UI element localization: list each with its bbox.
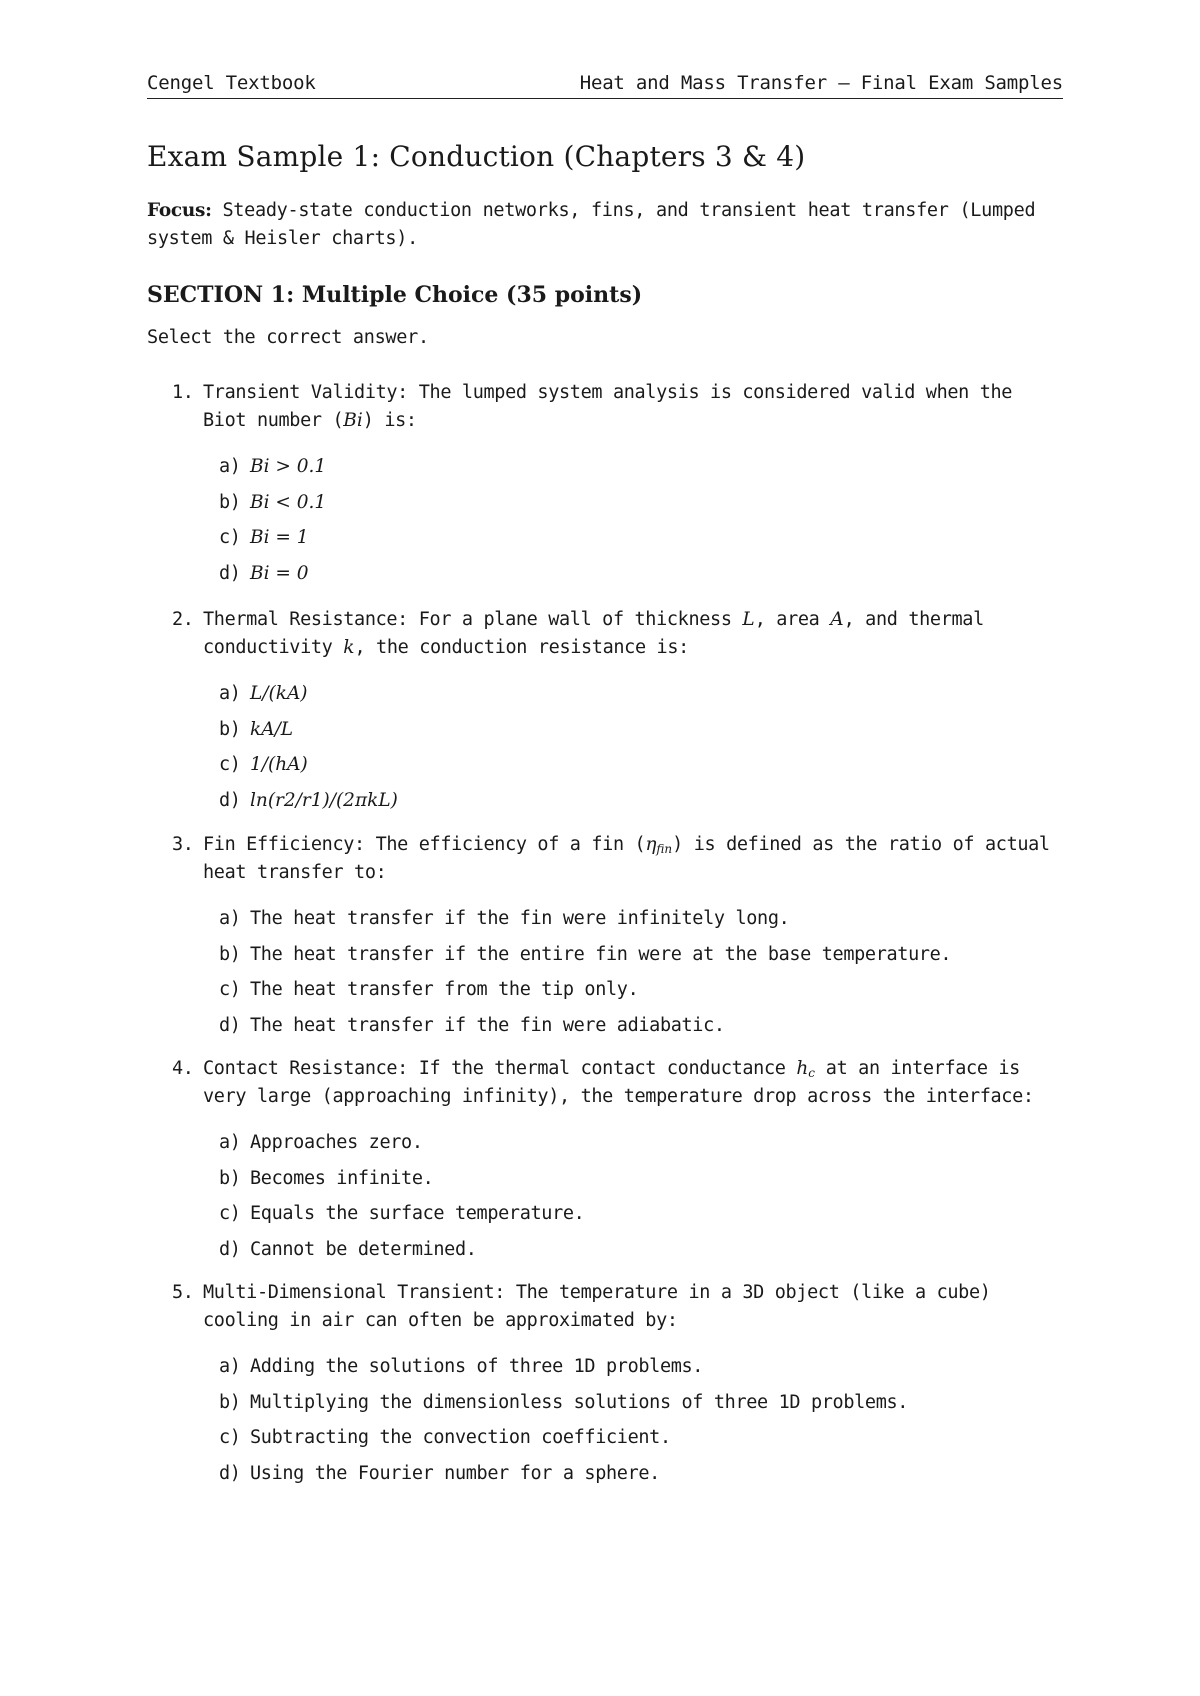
stem-text: ) is: [362, 410, 417, 431]
option-d[interactable] [147, 1460, 1063, 1496]
option-a[interactable] [147, 1353, 1063, 1389]
option-letter: d) [219, 562, 241, 584]
option-c[interactable] [147, 751, 1063, 787]
question-4 [147, 1055, 1063, 1271]
stem-text: Fin Efficiency: The efficiency of a fin ( [203, 834, 646, 855]
option-letter: b) [219, 718, 241, 740]
focus-label: Focus: [147, 200, 212, 221]
option-text: The heat transfer if the entire fin were at the base temperature. [250, 943, 952, 965]
stem-text: , the conduction resistance is: [354, 637, 689, 658]
option-list [147, 453, 1063, 595]
stem-text: Thermal Resistance: For a plane wall of thickness [203, 609, 743, 630]
option-text: Approaches zero. [250, 1132, 423, 1153]
option-letter: a) [219, 1132, 241, 1153]
option-c[interactable] [147, 1200, 1063, 1236]
stem-text: at an interface is very large (approaching infinity), the temperature drop across the interface: [203, 1058, 1034, 1107]
option-a[interactable] [147, 453, 1063, 489]
question-number: 4. [172, 1058, 194, 1079]
option-text: L/(kA) [250, 683, 308, 704]
option-letter: c) [219, 1203, 241, 1224]
option-text: The heat transfer if the fin were adiabatic. [250, 1014, 725, 1036]
option-d[interactable] [147, 1012, 1063, 1048]
option-text: ln(r2/r1)/(2πkL) [250, 789, 398, 811]
option-letter: c) [219, 754, 241, 775]
stem-text: Contact Resistance: If the thermal contact conductance [203, 1058, 797, 1079]
option-letter: d) [219, 1238, 241, 1260]
option-text: Cannot be determined. [250, 1238, 477, 1260]
option-letter: c) [219, 979, 241, 1000]
section-heading: SECTION 1: Multiple Choice (35 points) [147, 282, 643, 308]
option-b[interactable] [147, 1389, 1063, 1425]
option-d[interactable] [147, 1236, 1063, 1272]
option-letter: d) [219, 1014, 241, 1036]
option-letter: a) [219, 456, 241, 477]
stem-variable: k [343, 637, 355, 658]
option-text: Adding the solutions of three 1D problems. [250, 1356, 704, 1377]
question-number: 1. [172, 382, 194, 403]
option-list [147, 680, 1063, 822]
option-letter: b) [219, 1391, 241, 1413]
option-text: The heat transfer from the tip only. [250, 979, 639, 1000]
stem-subscript: fin [656, 842, 673, 856]
option-letter: c) [219, 527, 241, 548]
question-3 [147, 831, 1063, 1047]
option-c[interactable] [147, 524, 1063, 560]
question-stem [147, 379, 1063, 435]
stem-text: , area [754, 609, 831, 630]
option-b[interactable] [147, 489, 1063, 525]
option-text: kA/L [250, 718, 294, 740]
question-stem [147, 606, 1063, 662]
option-text: Using the Fourier number for a sphere. [250, 1462, 660, 1484]
option-letter: d) [219, 789, 241, 811]
question-number: 2. [172, 609, 194, 630]
option-letter: a) [219, 683, 241, 704]
header-textbook: Cengel Textbook [147, 72, 316, 94]
option-b[interactable] [147, 716, 1063, 752]
option-text: Becomes infinite. [250, 1167, 434, 1189]
option-b[interactable] [147, 941, 1063, 977]
question-2 [147, 606, 1063, 822]
option-letter: b) [219, 1167, 241, 1189]
option-text: Bi < 0.1 [250, 491, 327, 513]
option-text: 1/(hA) [250, 754, 308, 775]
stem-text: Transient Validity: The lumped system analysis is considered valid when the Biot number ( [203, 382, 1013, 431]
question-stem [147, 1055, 1063, 1111]
focus-paragraph [147, 197, 1063, 253]
option-letter: a) [219, 1356, 241, 1377]
option-a[interactable] [147, 1129, 1063, 1165]
stem-text: ) is defined as the ratio of actual heat transfer to: [203, 834, 1050, 883]
question-number: 5. [172, 1282, 194, 1303]
option-text: Bi > 0.1 [250, 456, 327, 477]
option-c[interactable] [147, 976, 1063, 1012]
option-list [147, 1129, 1063, 1271]
option-text: Equals the surface temperature. [250, 1203, 585, 1224]
option-letter: c) [219, 1427, 241, 1448]
focus-text: Steady-state conduction networks, fins, and transient heat transfer (Lumped system & Heisler charts). [147, 200, 1036, 249]
stem-variable: η [645, 834, 657, 855]
option-text: Bi = 1 [250, 527, 309, 548]
question-1 [147, 379, 1063, 595]
option-text: The heat transfer if the fin were infinitely long. [250, 908, 790, 929]
option-a[interactable] [147, 905, 1063, 941]
stem-variable: L [742, 609, 755, 630]
option-text: Multiplying the dimensionless solutions of three 1D problems. [250, 1391, 909, 1413]
option-letter: b) [219, 491, 241, 513]
stem-variable: h [796, 1058, 809, 1079]
option-d[interactable] [147, 560, 1063, 596]
option-a[interactable] [147, 680, 1063, 716]
option-letter: a) [219, 908, 241, 929]
stem-subscript: c [808, 1066, 815, 1080]
option-letter: d) [219, 1462, 241, 1484]
option-text: Bi = 0 [250, 562, 309, 584]
option-text: Subtracting the convection coefficient. [250, 1427, 671, 1448]
option-d[interactable] [147, 787, 1063, 823]
header-course-title: Heat and Mass Transfer – Final Exam Samples [579, 72, 1063, 94]
stem-text: Multi-Dimensional Transient: The temperature in a 3D object (like a cube) cooling in air can often be approximated by: [203, 1282, 991, 1331]
option-c[interactable] [147, 1424, 1063, 1460]
option-letter: b) [219, 943, 241, 965]
stem-variable: A [830, 609, 844, 630]
section-instruction: Select the correct answer. [147, 327, 429, 348]
option-list [147, 905, 1063, 1047]
question-number: 3. [172, 834, 194, 855]
question-5 [147, 1279, 1063, 1495]
question-stem [147, 831, 1063, 887]
question-stem [147, 1279, 1063, 1335]
exam-title: Exam Sample 1: Conduction (Chapters 3 & 4) [147, 140, 806, 173]
stem-text: , and thermal conductivity [203, 609, 984, 658]
option-b[interactable] [147, 1165, 1063, 1201]
option-list [147, 1353, 1063, 1495]
page-header [147, 70, 1063, 99]
stem-variable: Bi [343, 410, 363, 431]
